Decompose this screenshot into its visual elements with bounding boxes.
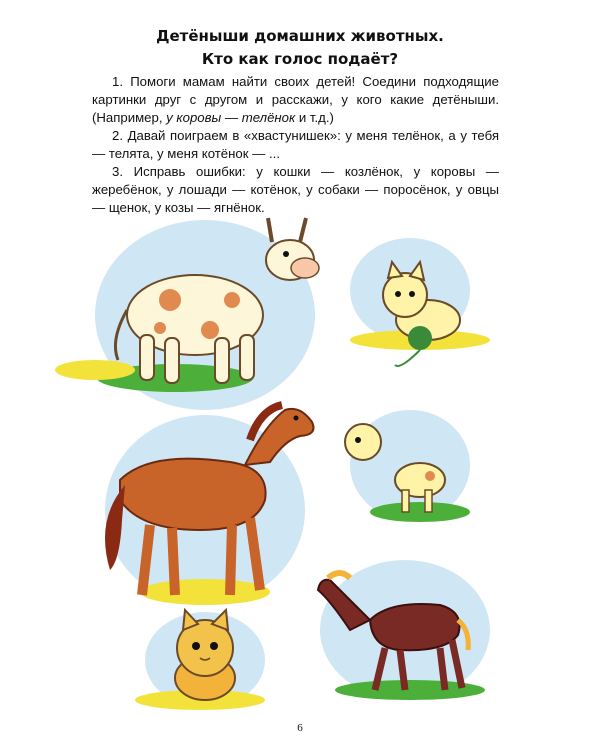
animals-illustration (0, 200, 600, 720)
page-title: Детёныши домашних животных. (156, 27, 444, 45)
calf-icon[interactable] (345, 410, 470, 522)
kitten-icon[interactable] (350, 238, 490, 366)
task-1 (92, 73, 499, 127)
task-3: 3. Исправь ошибки: у кошки — козлёнок, у коровы — жеребёнок, у лошади — котёнок, у собаки — поросёнок, у овцы — щенок, у козы — ягнёнок. (92, 164, 499, 215)
foal-icon[interactable] (318, 560, 490, 700)
task-1-end: и т.д.) (295, 110, 334, 125)
cow-icon[interactable] (55, 218, 319, 410)
task-2: 2. Давай поиграем в «хвастунишек»: у меня телёнок, а у тебя — телята, у меня котёнок — ... (92, 128, 499, 161)
cat-icon[interactable] (135, 610, 265, 710)
task-list (92, 73, 499, 217)
page-number: 6 (297, 722, 303, 734)
page-subtitle: Кто как голос подаёт? (201, 50, 399, 68)
task-1-example: у коровы — телёнок (166, 110, 296, 125)
task-1-text: 1. Помоги мамам найти своих детей! Соедини подходящие картинки друг с другом и расскажи, у кого какие детёныши. (Например, (92, 74, 499, 125)
horse-icon[interactable] (105, 405, 314, 605)
